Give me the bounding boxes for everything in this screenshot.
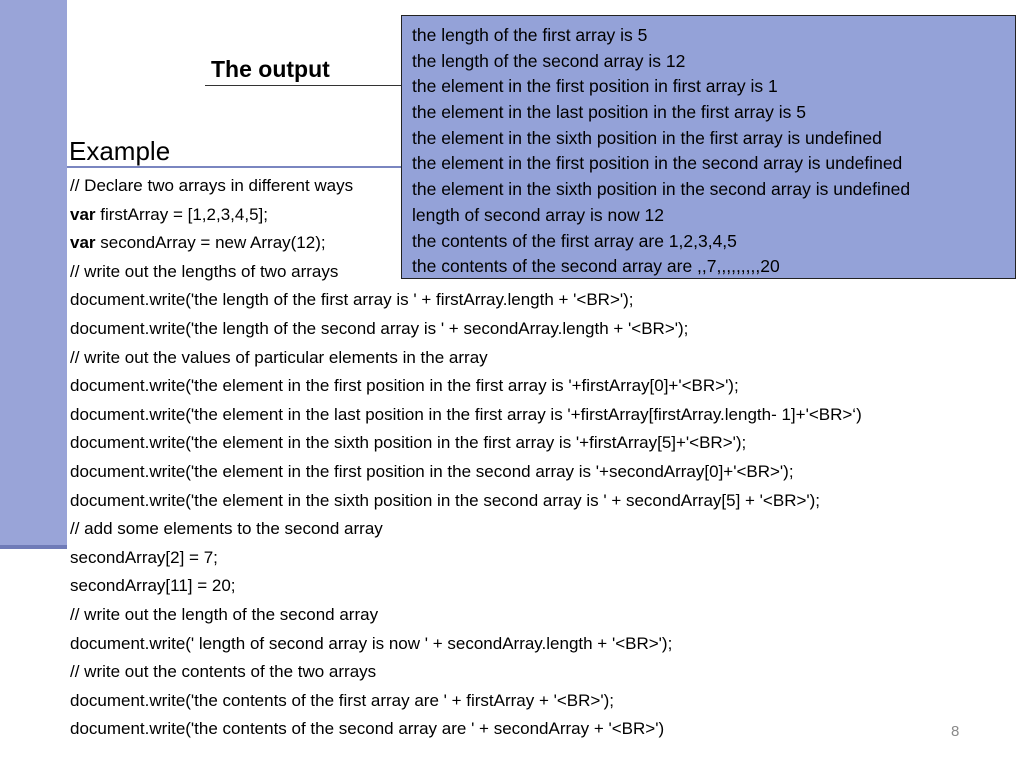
code-line	[70, 715, 862, 744]
output-line: the element in the last position in the first array is 5	[412, 102, 806, 123]
output-line: the element in the first position in the second array is undefined	[412, 153, 903, 174]
left-accent-bar	[0, 0, 67, 545]
code-text: document.write('the element in the first position in the first array is '+firstArray[0]+'<BR>');	[70, 376, 739, 396]
output-line: the element in the first position in first array is 1	[412, 76, 778, 97]
code-line	[70, 344, 862, 373]
code-text: document.write(' length of second array is now ' + secondArray.length + '<BR>');	[70, 633, 673, 653]
code-line	[70, 544, 862, 573]
code-text: // write out the length of the second array	[70, 604, 379, 624]
code-text: // add some elements to the second array	[70, 519, 383, 539]
code-text: document.write('the length of the second array is ' + secondArray.length + '<BR>');	[70, 318, 689, 338]
code-text: secondArray = new Array(12);	[95, 233, 326, 253]
output-title: The output	[211, 56, 330, 82]
code-keyword: var	[70, 233, 96, 253]
code-text: document.write('the contents of the second array are ' + secondArray + '<BR>')	[70, 719, 665, 739]
code-text: secondArray[11] = 20;	[70, 576, 236, 596]
code-line	[70, 572, 862, 601]
code-text: // write out the lengths of two arrays	[70, 261, 339, 281]
output-box	[401, 15, 1016, 279]
output-title-underline	[205, 85, 405, 86]
code-line	[70, 429, 862, 458]
output-line: the contents of the second array are ,,7,,,,,,,,,20	[412, 256, 780, 277]
code-line	[70, 630, 862, 659]
code-text: // write out the contents of the two arrays	[70, 662, 377, 682]
code-text: document.write('the element in the last position in the first array is '+firstArray[firstArray.length- 1]+'<BR>‘)	[70, 404, 862, 424]
code-text: document.write('the element in the sixth position in the second array is ' + secondArray[5] + '<BR>');	[70, 490, 821, 510]
output-line: the length of the second array is 12	[412, 50, 686, 71]
code-keyword: var	[70, 204, 96, 224]
code-line	[70, 315, 862, 344]
code-text: // Declare two arrays in different ways	[70, 176, 354, 195]
output-line: the element in the sixth position in the first array is undefined	[412, 127, 882, 148]
output-line: the contents of the first array are 1,2,3,4,5	[412, 230, 737, 251]
code-line	[70, 458, 862, 487]
code-text: document.write('the length of the first array is ' + firstArray.length + '<BR>');	[70, 290, 634, 310]
code-line	[70, 401, 862, 430]
code-line	[70, 372, 862, 401]
code-line	[70, 515, 862, 544]
code-line	[70, 286, 862, 315]
code-line	[70, 687, 862, 716]
left-accent-rule	[0, 545, 67, 549]
code-text: document.write('the element in the sixth position in the first array is '+firstArray[5]+'<BR>');	[70, 433, 747, 453]
slide-heading: Example	[69, 136, 171, 166]
code-text: // write out the values of particular elements in the array	[70, 347, 488, 367]
output-line: the length of the first array is 5	[412, 25, 648, 45]
output-line: the element in the sixth position in the second array is undefined	[412, 179, 911, 200]
code-line	[70, 601, 862, 630]
code-text: document.write('the element in the first position in the second array is '+secondArray[0]+'<BR>');	[70, 461, 794, 481]
code-text: firstArray = [1,2,3,4,5];	[95, 204, 268, 224]
code-text: document.write('the contents of the first array are ' + firstArray + '<BR>');	[70, 690, 614, 710]
code-text: secondArray[2] = 7;	[70, 547, 218, 567]
page-number: 8	[951, 723, 960, 740]
code-line	[70, 487, 862, 516]
output-line: length of second array is now 12	[412, 204, 664, 225]
code-line	[70, 658, 862, 687]
